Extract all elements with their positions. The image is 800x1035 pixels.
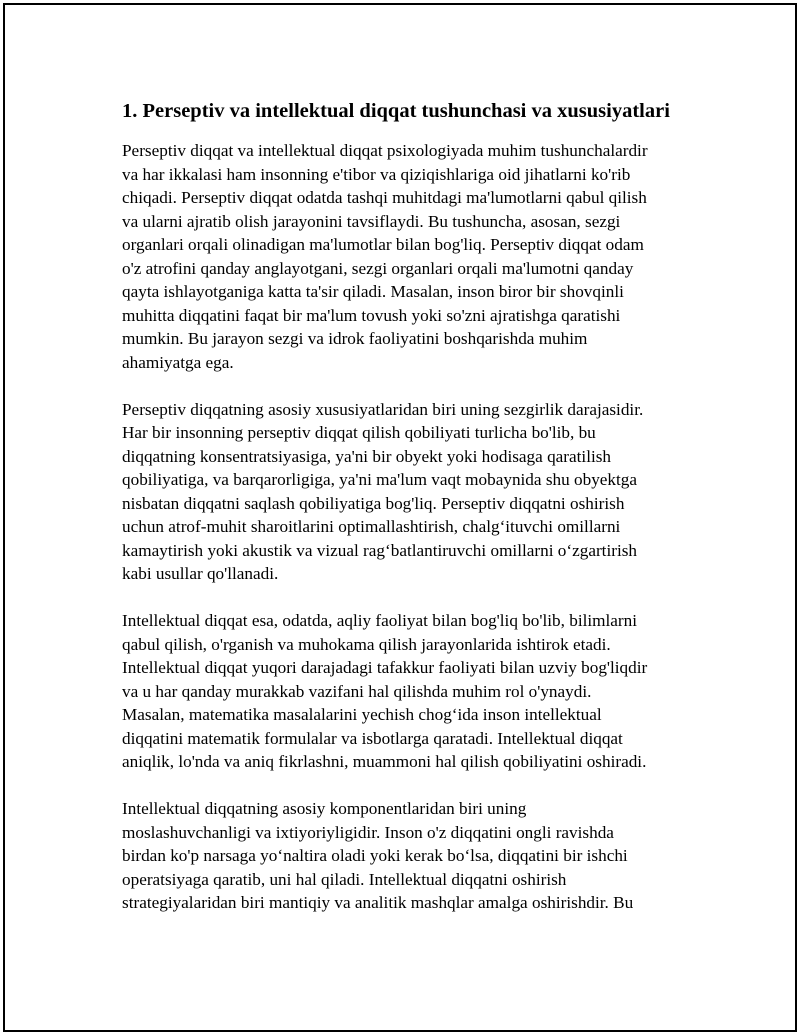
- text-line: uchun atrof-muhit sharoitlarini optimallashtirish, chalg‘ituvchi omillarni: [122, 517, 621, 536]
- text-line: mumkin. Bu jarayon sezgi va idrok faoliyatini boshqarishda muhim: [122, 329, 588, 348]
- text-line: o'z atrofini qanday anglayotgani, sezgi organlari orqali ma'lumotni qanday: [122, 258, 634, 278]
- paragraph-3: [122, 609, 692, 774]
- text-line: birdan ko'p narsaga yo‘naltira oladi yoki kerak bo‘lsa, diqqatini bir ishchi: [122, 846, 628, 865]
- paragraph-1: [122, 139, 692, 374]
- paragraph-2: [122, 398, 692, 586]
- text-line: Perseptiv diqqat va intellektual diqqat psixologiyada muhim tushunchalardir: [122, 141, 648, 160]
- text-line: Intellektual diqqat esa, odatda, aqliy faoliyat bilan bog'liq bo'lib, bilimlarni: [122, 611, 638, 630]
- text-line: muhitta diqqatini faqat bir ma'lum tovush yoki so'zni ajratishga qaratishi: [122, 305, 621, 325]
- text-line: qabul qilish, o'rganish va muhokama qilish jarayonlarida ishtirok etadi.: [122, 634, 611, 654]
- text-line: moslashuvchanligi va ixtiyoriyligidir. Inson o'z diqqatini ongli ravishda: [122, 822, 614, 842]
- section-heading: 1. Perseptiv va intellektual diqqat tushunchasi va xususiyatlari: [122, 100, 670, 122]
- text-line: kamaytirish yoki akustik va vizual rag‘batlantiruvchi omillarni o‘zgartirish: [122, 540, 638, 560]
- text-line: Perseptiv diqqatning asosiy xususiyatlaridan biri uning sezgirlik darajasidir.: [122, 399, 644, 419]
- text-line: operatsiyaga qaratib, uni hal qiladi. Intellektual diqqatni oshirish: [122, 869, 567, 889]
- text-line: nisbatan diqqatni saqlash qobiliyatiga bog'liq. Perseptiv diqqatni oshirish: [122, 493, 625, 513]
- text-line: Masalan, matematika masalalarini yechish chog‘ida inson intellektual: [122, 705, 602, 724]
- document-body: [122, 97, 692, 938]
- paragraph-4: [122, 797, 692, 915]
- text-line: aniqlik, lo'nda va aniq fikrlashni, muammoni hal qilish qobiliyatini oshiradi.: [122, 752, 647, 771]
- text-line: kabi usullar qo'llanadi.: [122, 564, 279, 583]
- text-line: Intellektual diqqatning asosiy komponentlaridan biri uning: [122, 799, 527, 818]
- text-line: Har bir insonning perseptiv diqqat qilish qobiliyati turlicha bo'lib, bu: [122, 423, 596, 442]
- text-line: diqqatini matematik formulalar va isbotlarga qaratadi. Intellektual diqqat: [122, 728, 623, 748]
- text-line: qayta ishlayotganiga katta ta'sir qiladi. Masalan, inson biror bir shovqinli: [122, 282, 624, 301]
- text-line: va ularni ajratib olish jarayonini tavsiflaydi. Bu tushuncha, asosan, sezgi: [122, 211, 621, 231]
- text-line: organlari orqali olinadigan ma'lumotlar bilan bog'liq. Perseptiv diqqat odam: [122, 235, 644, 254]
- text-line: qobiliyatiga, va barqarorligiga, ya'ni ma'lum vaqt mobaynida shu obyektga: [122, 470, 638, 489]
- page-frame: [3, 3, 797, 1032]
- text-line: va u har qanday murakkab vazifani hal qilishda muhim rol o'ynaydi.: [122, 681, 592, 701]
- text-line: Intellektual diqqat yuqori darajadagi tafakkur faoliyati bilan uzviy bog'liqdir: [122, 658, 648, 677]
- text-line: diqqatning konsentratsiyasiga, ya'ni bir obyekt yoki hodisaga qaratilish: [122, 446, 612, 466]
- text-line: strategiyalaridan biri mantiqiy va analitik mashqlar amalga oshirishdir. Bu: [122, 893, 634, 912]
- text-line: ahamiyatga ega.: [122, 352, 234, 372]
- text-line: va har ikkalasi ham insonning e'tibor va qiziqishlariga oid jihatlarni ko'rib: [122, 164, 631, 184]
- text-line: chiqadi. Perseptiv diqqat odatda tashqi muhitdagi ma'lumotlarni qabul qilish: [122, 188, 647, 207]
